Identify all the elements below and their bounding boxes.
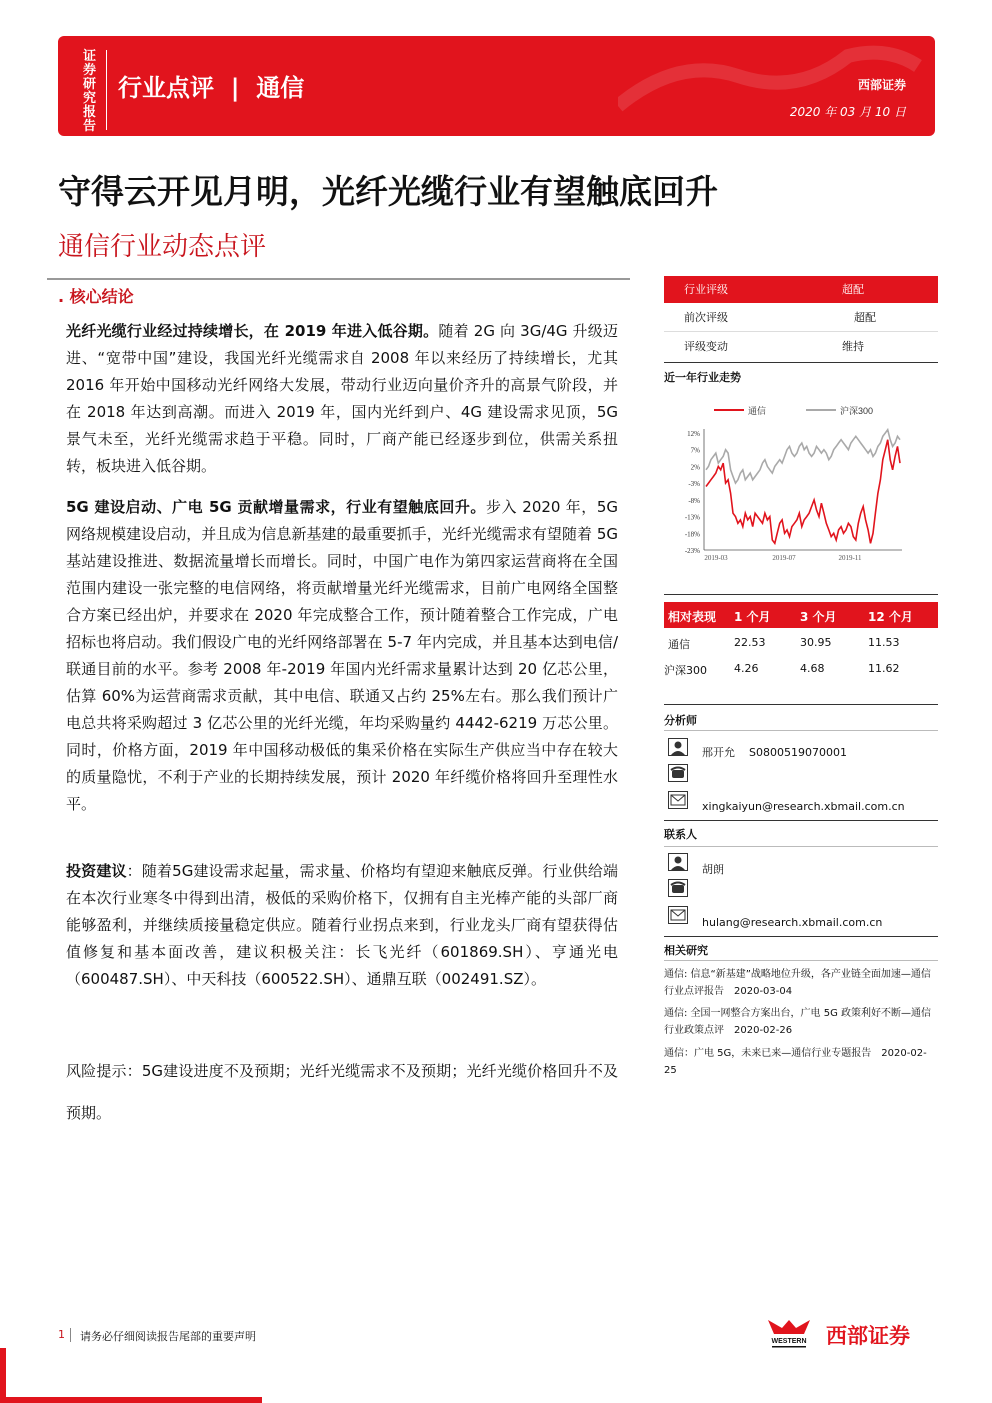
series-line-csi300 xyxy=(706,430,900,483)
perf-cell: 沪深300 xyxy=(664,664,707,677)
trend-chart xyxy=(664,396,938,576)
y-tick-label: 7% xyxy=(690,446,700,455)
y-tick-label: 2% xyxy=(690,463,700,472)
section-divider xyxy=(664,936,938,937)
report-date: 2020 年 03 月 10 日 xyxy=(789,105,906,119)
person-icon xyxy=(668,738,688,756)
y-tick-label: -13% xyxy=(684,513,700,522)
paragraph-1: 光纤光缆行业经过持续增长，在 2019 年进入低谷期。随着 2G 向 3G/4G 升级迈进、“宽带中国”建设，我国光纤光缆需求自 2008 年以来经历了持续增长，尤其 2016 年开始中国移动光纤网络大发展，带动行业迈向量价齐升的高景气阶段，并在 2018 年达到高潮。而进入 2019 年，国内光纤到户、4G 建设需求见顶，5G 景气未至，光纤光缆需求趋于平稳。同时，厂商产能已经逐步到位，供需关系扭转，板块进入低谷期。 xyxy=(66,322,618,475)
legend-label: 通信 xyxy=(748,406,767,416)
person-icon xyxy=(668,853,688,871)
y-tick-label: 12% xyxy=(687,430,700,438)
section-divider xyxy=(664,594,938,595)
email-icon xyxy=(668,791,688,809)
perf-cell: 4.26 xyxy=(734,662,759,675)
phone-icon xyxy=(668,879,688,897)
perf-cell: 22.53 xyxy=(734,636,766,649)
y-tick-label: -23% xyxy=(684,547,700,555)
perf-header-cell: 1 个月 xyxy=(734,610,771,624)
page-number: 1 xyxy=(58,1328,65,1341)
perf-header-cell: 12 个月 xyxy=(868,610,913,624)
section-divider xyxy=(664,730,938,731)
legend-label: 沪深300 xyxy=(840,406,874,416)
rating-row: 前次评级 超配 xyxy=(684,311,876,324)
perf-cell: 11.53 xyxy=(868,636,900,649)
analyst-email[interactable]: xingkaiyun@research.xbmail.com.cn xyxy=(702,800,905,813)
section-heading-core: . 核心结论 xyxy=(58,287,134,306)
y-tick-label: -3% xyxy=(688,480,700,489)
footer-notice: 请务必仔细阅读报告尾部的重要声明 xyxy=(80,1330,256,1343)
section-divider xyxy=(664,846,938,847)
perf-header-cell: 3 个月 xyxy=(800,610,837,624)
report-type-label: 证券研究报告 xyxy=(83,49,97,134)
perf-cell: 4.68 xyxy=(800,662,825,675)
perf-header-cell: 相对表现 xyxy=(668,610,717,624)
section-divider xyxy=(664,820,938,821)
phone-icon xyxy=(668,764,688,782)
analyst-heading: 分析师 xyxy=(664,714,697,727)
related-report-link[interactable]: 通信: 全国一网整合方案出台，广电 5G 政策利好不断—通信行业政策点评 2020-02-26 xyxy=(664,1008,932,1036)
related-heading: 相关研究 xyxy=(664,944,708,957)
series-line-telecom xyxy=(706,440,900,544)
paragraph-2: 5G 建设启动、广电 5G 贡献增量需求，行业有望触底回升。步入 2020 年，5G 网络规模建设启动，并且成为信息新基建的最重要抓手，光纤光缆需求有望随着 5G 基站建设推进、数据流量增长而增长。同时，中国广电作为第四家运营商将在全国范围内建设一张完整的电信网络，将贡献增量光纤光缆需求，目前广电网络全国整合方案已经出炉，并要求在 2020 年完成整合工作，预计随着整合工作完成，广电招标也将启动。我们假设广电的光纤网络部署在 5-7 年内完成，并且基本达到电信/联通目前的水平。参考 2008 年-2019 年国内光纤需求量累计达到 20 亿芯公里，估算 60%为运营商需求贡献，其中电信、联通又占约 25%左右。那么我们预计广电总共将采购超过 3 亿芯公里的光纤光缆，年均采购量约 4442-6219 万芯公里。同时，价格方面，2019 年中国移动极低的集采价格在实际生产供应当中存在较大的质量隐忧，不利于产业的长期持续发展，预计 2020 年纤缆价格将回升至理性水平。 xyxy=(66,498,618,813)
x-tick-label: 2019-11 xyxy=(838,554,862,562)
risk-warning: 风险提示：5G建设进度不及预期；光纤光缆需求不及预期；光纤光缆价格回升不及预期。 xyxy=(66,1062,618,1122)
related-report-link[interactable]: 通信：广电 5G，未来已来—通信行业专题报告 2020-02-25 xyxy=(664,1048,927,1076)
footer-accent xyxy=(0,1397,262,1403)
page-title: 守得云开见月明，光纤光缆行业有望触底回升 xyxy=(58,172,718,211)
contact-name: 胡朗 xyxy=(702,863,724,876)
y-tick-label: -18% xyxy=(684,530,700,539)
row-divider xyxy=(664,331,938,332)
rating-row: 评级变动 维持 xyxy=(684,340,864,353)
perf-cell: 30.95 xyxy=(800,636,832,649)
contact-heading: 联系人 xyxy=(664,828,697,841)
firm-logo-text: 西部证券 xyxy=(826,1324,910,1348)
paragraph-3: 投资建议：随着5G建设需求起量，需求量、价格均有望迎来触底反弹。行业供给端在本次行业寒冬中得到出清，极低的采购价格下，仅拥有自主光棒产能的头部厂商能够盈利，并继续质接量稳定供应。随着行业拐点来到，行业龙头厂商有望获得估值修复和基本面改善，建议积极关注：长飞光纤（601869.SH）、亨通光电（600487.SH）、中天科技（600522.SH）、通鼎互联（002491.SZ）。 xyxy=(66,862,618,988)
analyst-info: 邢开允 S0800519070001 xyxy=(702,746,847,759)
banner-divider xyxy=(106,50,107,130)
footer-accent xyxy=(0,1348,6,1403)
perf-cell: 11.62 xyxy=(868,662,900,675)
contact-email[interactable]: hulang@research.xbmail.com.cn xyxy=(702,916,883,929)
firm-name: 西部证券 xyxy=(857,78,906,92)
y-tick-label: -8% xyxy=(688,496,700,505)
page-subtitle: 通信行业动态点评 xyxy=(58,232,267,262)
footer-divider xyxy=(70,1328,71,1342)
report-category: 行业点评 | 通信 xyxy=(118,74,305,102)
rating-row: 行业评级 超配 xyxy=(664,276,938,303)
section-divider xyxy=(664,362,938,363)
related-report-link[interactable]: 通信: 信息“新基建”战略地位升级，各产业链全面加速—通信行业点评报告 2020-03-04 xyxy=(664,969,931,997)
trend-title: 近一年行业走势 xyxy=(664,371,741,384)
firm-logo-icon xyxy=(758,1316,820,1352)
perf-cell: 通信 xyxy=(668,638,690,651)
section-divider xyxy=(47,278,630,280)
section-divider xyxy=(664,960,938,961)
section-divider xyxy=(664,704,938,705)
x-tick-label: 2019-07 xyxy=(772,554,796,562)
email-icon xyxy=(668,906,688,924)
x-tick-label: 2019-03 xyxy=(704,554,728,562)
logo-en-text: WESTERN xyxy=(771,1338,807,1345)
